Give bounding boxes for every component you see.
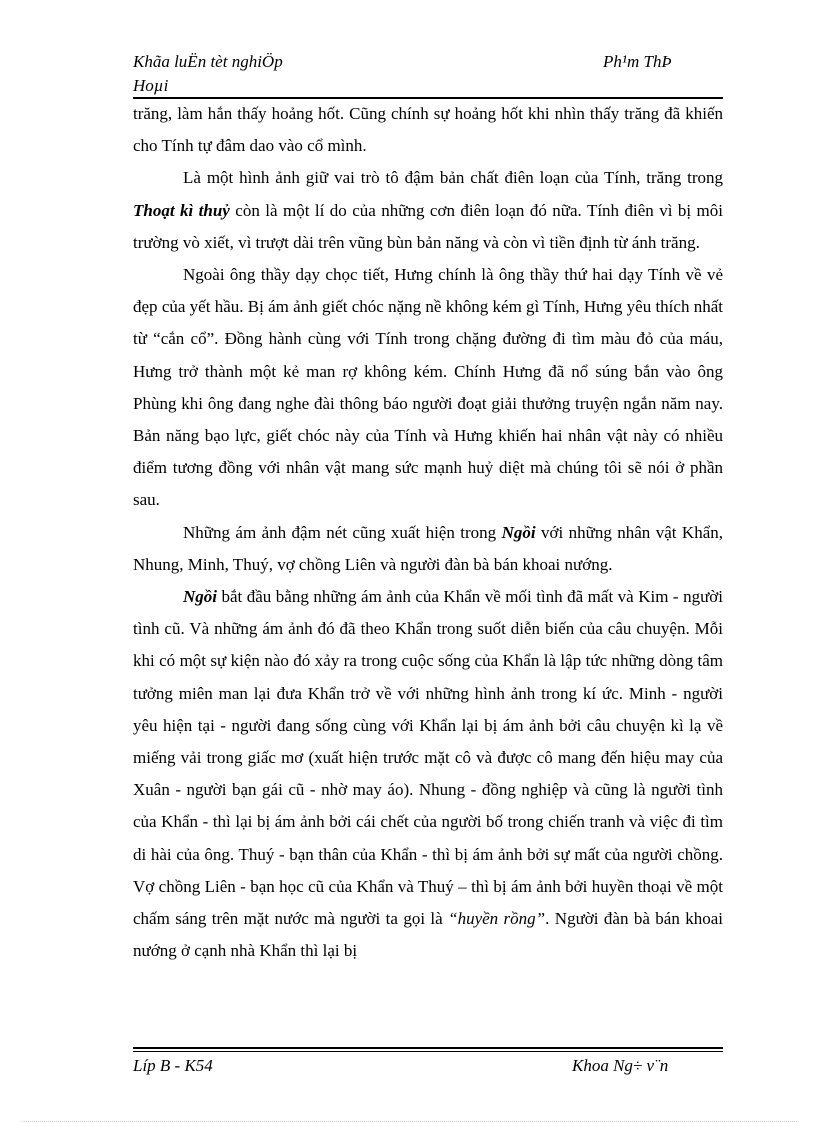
page-edge-guide bbox=[22, 1121, 797, 1122]
footer-class: Líp B - K54 bbox=[133, 1056, 213, 1075]
paragraph-4: Những ám ảnh đậm nét cũng xuất hiện trong Ngồi với những nhân vật Khẩn, Nhung, Minh, Thuý, vợ chồng Liên và người đàn bà bán khoai nướng. bbox=[133, 522, 723, 574]
paragraph-2: Là một hình ảnh giữ vai trò tô đậm bản chất điên loạn của Tính, trăng trong Thoạt kì thuỷ còn là một lí do của những cơn điên loạn đó nữa. Tính điên vì bị môi trường vò xiết, vì trượt dài trên vũng bùn bản năng và còn vì tiền định từ ánh trăng. bbox=[133, 168, 723, 252]
work-title: Ngồi bbox=[501, 522, 536, 542]
paragraph-1: trăng, làm hắn thấy hoảng hốt. Cũng chính sự hoảng hốt khi nhìn thấy trăng đã khiến cho Tính tự đâm dao vào cổ mình. bbox=[133, 104, 723, 156]
work-title: Ngồi bbox=[183, 587, 217, 607]
header-author-name: Ph¹m ThÞ bbox=[603, 52, 672, 71]
body-text bbox=[133, 98, 723, 967]
footer-faculty: Khoa Ng÷ v¨n bbox=[572, 1056, 669, 1075]
work-title: Thoạt kì thuỷ bbox=[133, 200, 230, 220]
header-left bbox=[133, 50, 433, 98]
header-thesis-label: Khãa luËn tèt nghiÖp bbox=[133, 52, 283, 71]
footer-rule-thick bbox=[133, 1047, 723, 1049]
paragraph-5: Ngồi bắt đầu bằng những ám ảnh của Khẩn về mối tình đã mất và Kim - người tình cũ. Và những ám ảnh đó đã theo Khẩn trong suốt diễn biến của câu chuyện. Mỗi khi có một sự kiện nào đó xảy ra trong cuộc sống của Khẩn là lập tức những dòng tâm tưởng miên man lại đưa Khẩn trở về với những hình ảnh trong kí ức. Minh - người yêu hiện tại - người đang sống cùng với Khẩn lại bị ám ảnh bởi câu chuyện kì lạ về miếng vải trong giấc mơ (xuất hiện trước mặt cô và được cô mang đến hiệu may của Xuân - người bạn gái cũ - nhờ may áo). Nhung - đồng nghiệp và cũng là người tình của Khẩn - thì lại bị ám ảnh bởi cái chết của người bố trong chiến tranh và việc đi tìm di hài của ông. Thuý - bạn thân của Khẩn - thì bị ám ảnh bởi sự mất của người chồng. Vợ chồng Liên - bạn học cũ của Khẩn và Thuý – thì bị ám ảnh bởi huyền thoại về một chấm sáng trên mặt nước mà người ta gọi là “huyền rồng”. Người đàn bà bán khoai nướng ở cạnh nhà Khẩn thì lại bị bbox=[133, 587, 724, 961]
footer-rule-thin bbox=[133, 1051, 723, 1052]
paragraph-3: Ngoài ông thầy dạy chọc tiết, Hưng chính là ông thầy thứ hai dạy Tính về vẻ đẹp của yết hầu. Bị ám ảnh giết chóc nặng nề không kém gì Tính, Hưng yêu thích nhất từ “cắn cổ”. Đồng hành cùng với Tính trong chặng đường đi tìm màu đỏ của máu, Hưng trở thành một kẻ man rợ không kém. Chính Hưng đã nổ súng bắn vào ông Phùng khi ông đang nghe đài thông báo người đoạt giải thưởng truyện ngắn năm nay. Bản năng bạo lực, giết chóc này của Tính và Hưng khiến hai nhân vật này có nhiều điểm tương đồng với nhân vật mang sức mạnh huỷ diệt mà chúng tôi sẽ nói ở phần sau. bbox=[133, 265, 723, 510]
quoted-term: “huyền rồng” bbox=[448, 909, 546, 929]
header-author-surname: Hoµi bbox=[133, 76, 169, 95]
